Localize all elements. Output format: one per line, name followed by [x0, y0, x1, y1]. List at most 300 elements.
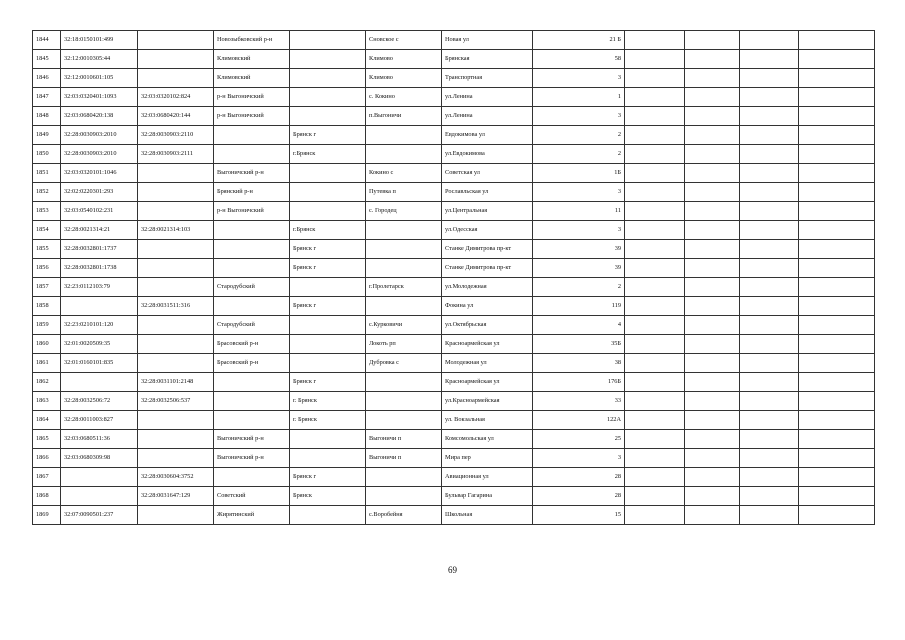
locality-cell: Сновское с	[366, 31, 442, 50]
cadastral-number-2-cell: 32:28:0030604:3752	[138, 468, 214, 487]
street-cell: Красноармейская ул	[442, 335, 533, 354]
street-cell: ул.Ленина	[442, 88, 533, 107]
empty-cell	[799, 107, 875, 126]
house-number-cell: 15	[533, 506, 625, 525]
extra-3-cell	[740, 164, 799, 183]
extra-1-cell	[625, 183, 685, 202]
cadastral-number-2-cell: 32:28:0031647:129	[138, 487, 214, 506]
district-cell: р-н Выгоничский	[214, 202, 290, 221]
cadastral-number-cell: 32:18:0150101:499	[61, 31, 138, 50]
empty-cell	[799, 316, 875, 335]
city-cell: Брянск г	[290, 468, 366, 487]
extra-3-cell	[740, 430, 799, 449]
extra-3-cell	[740, 316, 799, 335]
district-cell: Выгоничский р-н	[214, 449, 290, 468]
extra-3-cell	[740, 107, 799, 126]
street-cell: ул.Евдокимова	[442, 145, 533, 164]
locality-cell	[366, 297, 442, 316]
empty-cell	[799, 487, 875, 506]
district-cell	[214, 240, 290, 259]
street-cell: ул.Красноармейская	[442, 392, 533, 411]
row-index-cell: 1853	[33, 202, 61, 221]
cadastral-number-2-cell	[138, 202, 214, 221]
cadastral-number-cell: 32:28:0030903:2010	[61, 145, 138, 164]
table-row	[33, 107, 875, 126]
extra-1-cell	[625, 278, 685, 297]
district-cell	[214, 221, 290, 240]
cadastral-number-2-cell	[138, 31, 214, 50]
house-number-cell: 28	[533, 487, 625, 506]
table-row	[33, 316, 875, 335]
locality-cell	[366, 126, 442, 145]
cadastral-number-cell: 32:28:0032506:72	[61, 392, 138, 411]
district-cell: Стародубский	[214, 278, 290, 297]
extra-2-cell	[685, 278, 740, 297]
empty-cell	[799, 221, 875, 240]
extra-2-cell	[685, 221, 740, 240]
table-row	[33, 259, 875, 278]
house-number-cell: 3	[533, 69, 625, 88]
empty-cell	[799, 240, 875, 259]
table-row	[33, 202, 875, 221]
extra-2-cell	[685, 50, 740, 69]
cadastral-number-cell: 32:28:0021314:21	[61, 221, 138, 240]
table-row	[33, 88, 875, 107]
cadastral-number-2-cell	[138, 259, 214, 278]
cadastral-number-2-cell: 32:03:0320102:824	[138, 88, 214, 107]
row-index-cell: 1863	[33, 392, 61, 411]
street-cell: Транспортная	[442, 69, 533, 88]
extra-1-cell	[625, 449, 685, 468]
locality-cell: Дубровка с	[366, 354, 442, 373]
row-index-cell: 1852	[33, 183, 61, 202]
district-cell	[214, 411, 290, 430]
table-row	[33, 335, 875, 354]
extra-2-cell	[685, 31, 740, 50]
cadastral-number-2-cell	[138, 354, 214, 373]
table-row	[33, 240, 875, 259]
extra-2-cell	[685, 506, 740, 525]
house-number-cell: 119	[533, 297, 625, 316]
row-index-cell: 1860	[33, 335, 61, 354]
row-index-cell: 1854	[33, 221, 61, 240]
street-cell: ул. Вокзальная	[442, 411, 533, 430]
locality-cell: Климово	[366, 69, 442, 88]
empty-cell	[799, 278, 875, 297]
table-row	[33, 506, 875, 525]
row-index-cell: 1866	[33, 449, 61, 468]
page-number: 69	[448, 565, 457, 575]
house-number-cell: 28	[533, 468, 625, 487]
row-index-cell: 1868	[33, 487, 61, 506]
city-cell: Брянск	[290, 487, 366, 506]
extra-2-cell	[685, 88, 740, 107]
city-cell: г.Брянск	[290, 145, 366, 164]
house-number-cell: 39	[533, 240, 625, 259]
cadastral-number-cell: 32:02:0220301:293	[61, 183, 138, 202]
table-row	[33, 297, 875, 316]
extra-3-cell	[740, 297, 799, 316]
district-cell: Советский	[214, 487, 290, 506]
extra-1-cell	[625, 373, 685, 392]
table-row	[33, 487, 875, 506]
extra-3-cell	[740, 373, 799, 392]
street-cell: ул.Одесская	[442, 221, 533, 240]
cadastral-number-2-cell: 32:28:0030903:2110	[138, 126, 214, 145]
cadastral-number-cell	[61, 373, 138, 392]
cadastral-number-cell	[61, 487, 138, 506]
street-cell: ул.Центральная	[442, 202, 533, 221]
house-number-cell: 21 Б	[533, 31, 625, 50]
house-number-cell: 33	[533, 392, 625, 411]
city-cell	[290, 335, 366, 354]
extra-2-cell	[685, 354, 740, 373]
cadastral-number-cell: 32:28:0030903:2010	[61, 126, 138, 145]
empty-cell	[799, 69, 875, 88]
extra-1-cell	[625, 69, 685, 88]
empty-cell	[799, 335, 875, 354]
extra-3-cell	[740, 468, 799, 487]
extra-1-cell	[625, 316, 685, 335]
table-row	[33, 164, 875, 183]
cadastral-number-2-cell	[138, 240, 214, 259]
locality-cell	[366, 259, 442, 278]
street-cell: Евдокимова ул	[442, 126, 533, 145]
row-index-cell: 1855	[33, 240, 61, 259]
house-number-cell: 3	[533, 449, 625, 468]
cadastral-number-2-cell	[138, 183, 214, 202]
district-cell	[214, 126, 290, 145]
cadastral-number-cell: 32:03:0680511:36	[61, 430, 138, 449]
empty-cell	[799, 259, 875, 278]
cadastral-number-cell	[61, 297, 138, 316]
table-row	[33, 126, 875, 145]
empty-cell	[799, 449, 875, 468]
street-cell: ул.Ленина	[442, 107, 533, 126]
city-cell	[290, 316, 366, 335]
empty-cell	[799, 126, 875, 145]
city-cell	[290, 88, 366, 107]
empty-cell	[799, 373, 875, 392]
district-cell: Климовский	[214, 69, 290, 88]
house-number-cell: 3	[533, 221, 625, 240]
locality-cell	[366, 468, 442, 487]
table-row	[33, 31, 875, 50]
city-cell	[290, 506, 366, 525]
house-number-cell: 38	[533, 354, 625, 373]
extra-2-cell	[685, 202, 740, 221]
extra-2-cell	[685, 373, 740, 392]
district-cell: Стародубский	[214, 316, 290, 335]
locality-cell: с.Воробейня	[366, 506, 442, 525]
street-cell: Комсомольская ул	[442, 430, 533, 449]
locality-cell: Кокино с	[366, 164, 442, 183]
locality-cell: г.Пролетарск	[366, 278, 442, 297]
empty-cell	[799, 354, 875, 373]
cadastral-number-2-cell	[138, 335, 214, 354]
table-row	[33, 69, 875, 88]
extra-3-cell	[740, 259, 799, 278]
table-row	[33, 411, 875, 430]
extra-1-cell	[625, 411, 685, 430]
extra-1-cell	[625, 506, 685, 525]
cadastral-number-cell	[61, 468, 138, 487]
extra-3-cell	[740, 183, 799, 202]
locality-cell: с. Кокино	[366, 88, 442, 107]
row-index-cell: 1851	[33, 164, 61, 183]
city-cell	[290, 164, 366, 183]
extra-1-cell	[625, 468, 685, 487]
district-cell	[214, 468, 290, 487]
cadastral-number-2-cell	[138, 50, 214, 69]
cadastral-number-cell: 32:03:0680420:138	[61, 107, 138, 126]
empty-cell	[799, 183, 875, 202]
cadastral-number-cell: 32:23:0210101:120	[61, 316, 138, 335]
cadastral-number-2-cell	[138, 506, 214, 525]
extra-3-cell	[740, 354, 799, 373]
district-cell: Выгоничский р-н	[214, 430, 290, 449]
city-cell: Брянск г	[290, 373, 366, 392]
locality-cell: п.Выгоничи	[366, 107, 442, 126]
city-cell	[290, 31, 366, 50]
house-number-cell: 2	[533, 126, 625, 145]
district-cell	[214, 373, 290, 392]
table-row	[33, 373, 875, 392]
city-cell	[290, 69, 366, 88]
cadastral-number-2-cell	[138, 316, 214, 335]
cadastral-number-2-cell	[138, 430, 214, 449]
extra-2-cell	[685, 183, 740, 202]
house-number-cell: 3	[533, 107, 625, 126]
extra-1-cell	[625, 145, 685, 164]
extra-1-cell	[625, 297, 685, 316]
extra-3-cell	[740, 126, 799, 145]
cadastral-number-cell: 32:23:0112103:79	[61, 278, 138, 297]
extra-1-cell	[625, 88, 685, 107]
house-number-cell: 58	[533, 50, 625, 69]
extra-2-cell	[685, 335, 740, 354]
house-number-cell: 4	[533, 316, 625, 335]
extra-2-cell	[685, 316, 740, 335]
extra-3-cell	[740, 335, 799, 354]
extra-2-cell	[685, 259, 740, 278]
district-cell	[214, 392, 290, 411]
empty-cell	[799, 411, 875, 430]
district-cell: р-н Выгоничский	[214, 88, 290, 107]
cadastral-number-2-cell: 32:28:0030903:2111	[138, 145, 214, 164]
row-index-cell: 1869	[33, 506, 61, 525]
street-cell: Бульвар Гагарина	[442, 487, 533, 506]
extra-3-cell	[740, 487, 799, 506]
city-cell	[290, 202, 366, 221]
cadastral-number-cell: 32:28:0032801:1738	[61, 259, 138, 278]
locality-cell	[366, 145, 442, 164]
extra-2-cell	[685, 297, 740, 316]
extra-2-cell	[685, 107, 740, 126]
empty-cell	[799, 468, 875, 487]
district-cell	[214, 297, 290, 316]
street-cell: ул.Молодежная	[442, 278, 533, 297]
cadastral-number-cell: 32:12:0010601:105	[61, 69, 138, 88]
table-row	[33, 468, 875, 487]
extra-3-cell	[740, 411, 799, 430]
extra-3-cell	[740, 506, 799, 525]
house-number-cell: 1Б	[533, 164, 625, 183]
locality-cell: с.Курковичи	[366, 316, 442, 335]
city-cell	[290, 107, 366, 126]
extra-3-cell	[740, 278, 799, 297]
extra-1-cell	[625, 31, 685, 50]
city-cell	[290, 278, 366, 297]
street-cell: Брянская	[442, 50, 533, 69]
extra-3-cell	[740, 145, 799, 164]
cadastral-number-2-cell: 32:28:0021314:103	[138, 221, 214, 240]
cadastral-number-cell: 32:28:0011003:827	[61, 411, 138, 430]
locality-cell: Климово	[366, 50, 442, 69]
extra-3-cell	[740, 88, 799, 107]
row-index-cell: 1844	[33, 31, 61, 50]
extra-1-cell	[625, 221, 685, 240]
empty-cell	[799, 392, 875, 411]
district-cell: Брасовский р-н	[214, 335, 290, 354]
empty-cell	[799, 31, 875, 50]
row-index-cell: 1858	[33, 297, 61, 316]
cadastral-number-cell: 32:07:0090501:237	[61, 506, 138, 525]
district-cell	[214, 145, 290, 164]
cadastral-number-cell: 32:03:0320401:1093	[61, 88, 138, 107]
street-cell: Молодежная ул	[442, 354, 533, 373]
street-cell: Советская ул	[442, 164, 533, 183]
city-cell: Брянск г	[290, 259, 366, 278]
empty-cell	[799, 164, 875, 183]
row-index-cell: 1857	[33, 278, 61, 297]
row-index-cell: 1861	[33, 354, 61, 373]
city-cell	[290, 449, 366, 468]
street-cell: Фокина ул	[442, 297, 533, 316]
extra-2-cell	[685, 449, 740, 468]
extra-2-cell	[685, 430, 740, 449]
district-cell: Климовский	[214, 50, 290, 69]
street-cell: Школьная	[442, 506, 533, 525]
register-table	[32, 30, 875, 525]
city-cell	[290, 50, 366, 69]
city-cell: Брянск г	[290, 126, 366, 145]
cadastral-number-cell: 32:28:0032801:1737	[61, 240, 138, 259]
house-number-cell: 25	[533, 430, 625, 449]
house-number-cell: 122А	[533, 411, 625, 430]
house-number-cell: 11	[533, 202, 625, 221]
extra-2-cell	[685, 164, 740, 183]
empty-cell	[799, 145, 875, 164]
extra-1-cell	[625, 487, 685, 506]
city-cell: Брянск г	[290, 297, 366, 316]
row-index-cell: 1846	[33, 69, 61, 88]
house-number-cell: 39	[533, 259, 625, 278]
city-cell: г.Брянск	[290, 221, 366, 240]
locality-cell	[366, 487, 442, 506]
row-index-cell: 1867	[33, 468, 61, 487]
cadastral-number-2-cell: 32:03:0680420:144	[138, 107, 214, 126]
district-cell: Брасовский р-н	[214, 354, 290, 373]
empty-cell	[799, 430, 875, 449]
extra-3-cell	[740, 69, 799, 88]
empty-cell	[799, 88, 875, 107]
cadastral-number-2-cell: 32:28:0032506:537	[138, 392, 214, 411]
row-index-cell: 1845	[33, 50, 61, 69]
table-row	[33, 183, 875, 202]
table-row	[33, 392, 875, 411]
cadastral-number-cell: 32:03:0320101:1046	[61, 164, 138, 183]
extra-1-cell	[625, 126, 685, 145]
extra-1-cell	[625, 240, 685, 259]
row-index-cell: 1848	[33, 107, 61, 126]
locality-cell	[366, 373, 442, 392]
extra-1-cell	[625, 259, 685, 278]
table-row	[33, 430, 875, 449]
locality-cell: с. Городец	[366, 202, 442, 221]
extra-1-cell	[625, 202, 685, 221]
house-number-cell: 2	[533, 278, 625, 297]
extra-1-cell	[625, 107, 685, 126]
cadastral-number-cell: 32:01:0160101:835	[61, 354, 138, 373]
street-cell: Мира пер	[442, 449, 533, 468]
extra-3-cell	[740, 202, 799, 221]
street-cell: Станке Димитрова пр-кт	[442, 259, 533, 278]
street-cell: Авиационная ул	[442, 468, 533, 487]
extra-2-cell	[685, 240, 740, 259]
street-cell: Рославльская ул	[442, 183, 533, 202]
locality-cell: Путевка п	[366, 183, 442, 202]
house-number-cell: 2	[533, 145, 625, 164]
extra-1-cell	[625, 430, 685, 449]
district-cell: р-н Выгоничский	[214, 107, 290, 126]
row-index-cell: 1856	[33, 259, 61, 278]
cadastral-number-cell: 32:12:0010305:44	[61, 50, 138, 69]
extra-2-cell	[685, 392, 740, 411]
street-cell: Новая ул	[442, 31, 533, 50]
empty-cell	[799, 297, 875, 316]
empty-cell	[799, 50, 875, 69]
locality-cell	[366, 240, 442, 259]
cadastral-number-2-cell	[138, 449, 214, 468]
extra-3-cell	[740, 31, 799, 50]
city-cell: Брянск г	[290, 240, 366, 259]
extra-1-cell	[625, 354, 685, 373]
row-index-cell: 1864	[33, 411, 61, 430]
house-number-cell: 3	[533, 183, 625, 202]
locality-cell: Локоть рп	[366, 335, 442, 354]
cadastral-number-cell: 32:03:0540102:231	[61, 202, 138, 221]
extra-3-cell	[740, 240, 799, 259]
cadastral-number-2-cell	[138, 411, 214, 430]
extra-2-cell	[685, 487, 740, 506]
extra-2-cell	[685, 126, 740, 145]
table-row	[33, 278, 875, 297]
locality-cell	[366, 221, 442, 240]
extra-1-cell	[625, 164, 685, 183]
cadastral-number-2-cell: 32:28:0031101:2148	[138, 373, 214, 392]
extra-1-cell	[625, 335, 685, 354]
street-cell: Станке Димитрова пр-кт	[442, 240, 533, 259]
district-cell: Жирятинский	[214, 506, 290, 525]
city-cell	[290, 354, 366, 373]
cadastral-number-cell: 32:03:0680309:98	[61, 449, 138, 468]
extra-3-cell	[740, 392, 799, 411]
district-cell: Новозыбковский р-н	[214, 31, 290, 50]
extra-3-cell	[740, 449, 799, 468]
district-cell	[214, 259, 290, 278]
extra-2-cell	[685, 411, 740, 430]
